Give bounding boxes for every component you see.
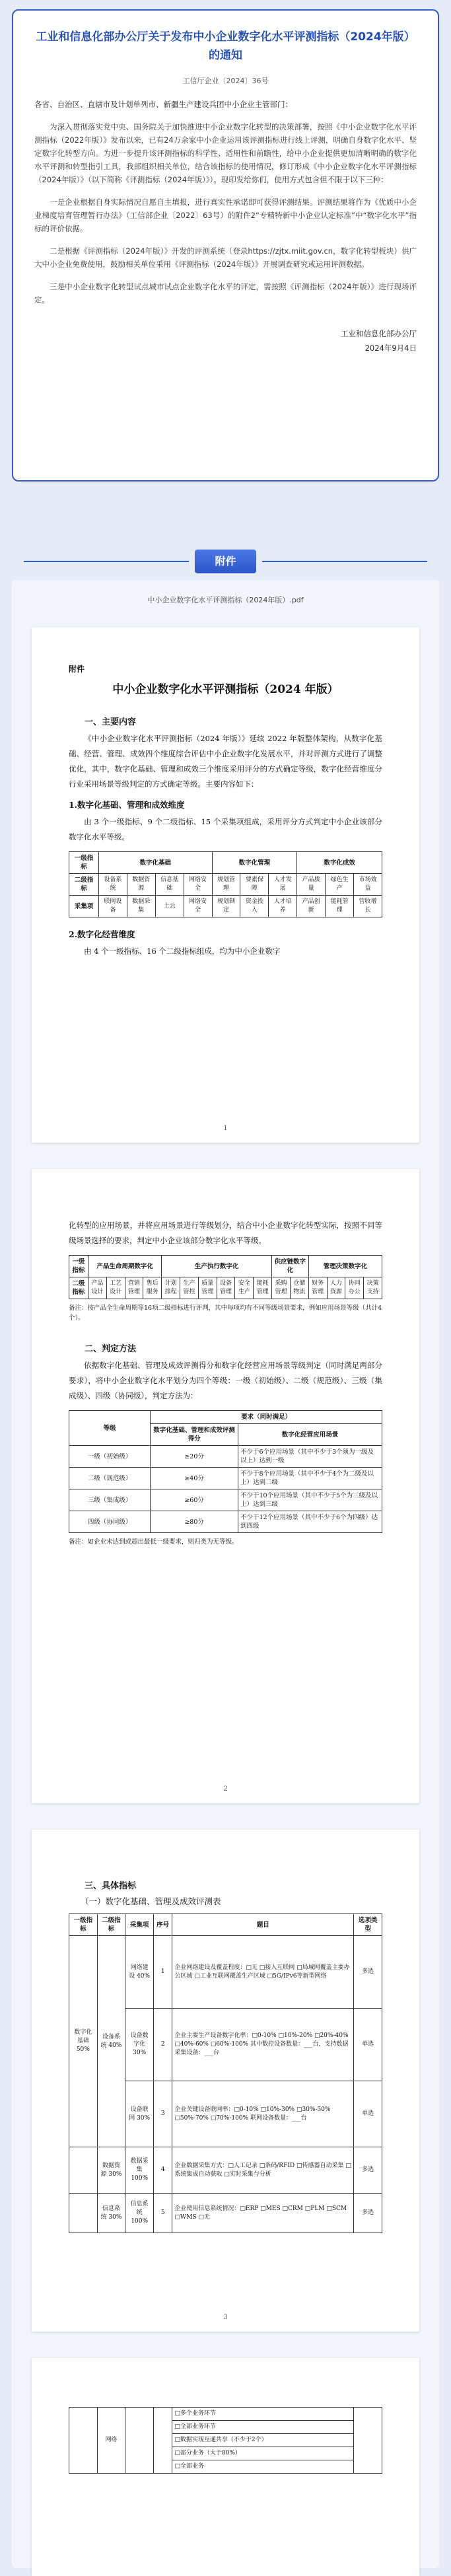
notice-paragraph: 二是根据《评测指标（2024年版）》开发的评测系统（登录https://zjtx.miit.gov.cn，数字化转型板块）供广大中小企业免费使用，鼓励相关单位采用《评测指标（2024年版）》开展调查研究或运用评测数据。	[34, 246, 417, 269]
table-cell: 设备系统	[98, 874, 127, 896]
table-cell: 网络	[97, 2408, 125, 2474]
table-cell: 工艺设计	[106, 1277, 125, 1299]
table-cell: 多选	[354, 2194, 382, 2233]
table-cell: 多选	[354, 2147, 382, 2194]
table-cell: 人力资源	[327, 1277, 345, 1299]
divider	[262, 561, 427, 562]
table-cell: 生产管控	[180, 1277, 199, 1299]
table-cell: 1	[153, 1936, 172, 2009]
table-cell: 信息基础	[155, 874, 184, 896]
table-cell: 规划制定	[212, 896, 240, 917]
table-row	[69, 1936, 382, 2009]
table-cell: 数字化基础、管理和成效评测得分	[151, 1424, 238, 1446]
table-cell: 单选	[354, 2009, 382, 2081]
table-note: 备注：如企业未达到或超出最低一级要求，则归类为无等级。	[69, 1538, 238, 1546]
notice-paragraph: 一是企业根据自身实际情况自愿自主填报，进行真实性承诺即可获得评测结果。评测结果将作为《优质中小企业梯度培育管理暂行办法》（工信部企业〔2022〕63号）的附件2“专精特新中小企业认定标准”中“数字化水平”指标的评价依据。	[34, 197, 417, 233]
table-cell: 等级	[69, 1411, 151, 1446]
table-cell: ≥60分	[151, 1489, 238, 1511]
page-number: 3	[223, 2314, 228, 2321]
table-cell: 5	[153, 2194, 172, 2233]
table-row	[69, 2147, 382, 2194]
table-cell	[354, 2408, 382, 2474]
table-cell: 信息系统 100%	[125, 2194, 154, 2233]
grading-table	[69, 1410, 382, 1533]
table-cell: 产品创新	[297, 896, 326, 917]
table-cell: 二级指标	[69, 874, 99, 896]
table-cell: 二级（规范级）	[69, 1468, 151, 1489]
table-cell: 绿色生产	[326, 874, 354, 896]
table-cell: 售后服务	[143, 1277, 162, 1299]
indicator-table-2	[69, 1255, 382, 1299]
table-cell: 多选	[354, 1936, 382, 2009]
table-cell: 不少于12个应用场景（其中不少于6个为四级）达到四级	[238, 1511, 382, 1533]
table-cell	[153, 2408, 172, 2474]
table-cell: 产品设计	[88, 1277, 106, 1299]
table-cell: 采集项	[69, 896, 99, 917]
page-number: 1	[223, 1125, 228, 1132]
table-cell: 数据资源 30%	[97, 2147, 125, 2194]
table-cell: 一级指标	[69, 852, 99, 874]
table-row	[69, 2408, 382, 2421]
table-row	[69, 1489, 382, 1511]
signature: 工业和信息化部办公厅	[341, 329, 417, 338]
table-cell: 数字化基础 50%	[69, 1936, 98, 2147]
notice-card	[12, 9, 439, 482]
table-cell: 企业网络建设及覆盖程度：□无 □接入互联网 □局域网覆盖主要办公区域 □工业互联网覆盖生产区域 □5G/IPv6等新型网络	[172, 1936, 354, 2009]
table-cell: □部分业务（大于80%）	[172, 2447, 354, 2460]
table-cell: 2	[153, 2009, 172, 2081]
table-cell: 网络建设 40%	[125, 1936, 154, 2009]
table-cell: 三级（集成级）	[69, 1489, 151, 1511]
greeting: 各省、自治区、直辖市及计划单列市、新疆生产建设兵团中小企业主管部门：	[34, 100, 293, 109]
notice-paragraph: 为深入贯彻落实党中央、国务院关于加快推进中小企业数字化转型的决策部署，按照《中小企业数字化水平评测指标（2022年版）》发布以来，已有24万余家中小企业运用该评测指标进行线上评测，明确自身数字化水平、坚定数字化转型方向。为进一步提升该评测指标的科学性、适用性和前瞻性，给中小企业提供更加清晰明确的数字化水平评测和转型指引工具，我部组织相关单位，结合该指标的使用情况，修订形成《中小企业数字化水平评测指标（2024年版）》（以下简称《评测指标（2024年版）》）。现印发给你们，使用方式包含但不限于以下三种：	[34, 122, 417, 184]
table-cell: 决策支持	[364, 1277, 382, 1299]
table-cell: 人才发展	[269, 874, 297, 896]
table-cell: 企业使用信息系统情况：□ERP □MES □CRM □PLM □SCM □WMS □无	[172, 2194, 354, 2233]
table-cell: 资金投入	[240, 896, 269, 917]
evaluation-table-cont	[69, 2407, 382, 2474]
table-cell: 数据采集 100%	[125, 2147, 154, 2194]
table-cell: ≥20分	[151, 1446, 238, 1468]
notice-title: 工业和信息化部办公厅关于发布中小企业数字化水平评测指标（2024年版）的通知	[36, 30, 415, 62]
table-cell: □全部业务环节	[172, 2421, 354, 2434]
table-cell: 要素保障	[240, 874, 269, 896]
table-cell: 二级指标	[97, 1914, 125, 1936]
table-cell: 一级（初始级）	[69, 1446, 151, 1468]
table-cell: 四级（协同级）	[69, 1511, 151, 1533]
table-cell: 单选	[354, 2081, 382, 2147]
table-note: 备注：按产品全生命周期等16项二级指标进行评判，其中每项均有不同等级场景要求，例如应用场景等级（共计4个）。	[69, 1305, 382, 1322]
table-cell: 产品质量	[297, 874, 326, 896]
pdf-page-3	[32, 1830, 419, 2332]
table-cell: 规划管理	[212, 874, 240, 896]
table-cell: 安全生产	[235, 1277, 254, 1299]
table-cell: 企业主要生产设备数字化率：□0-10% □10%-20% □20%-40% □40%-60% □60%-100% 其中数控设备数量：___台，支持数据采集设备：___台	[172, 2009, 354, 2081]
table-cell: 要求（同时满足）	[151, 1411, 382, 1424]
table-cell	[69, 2408, 98, 2474]
table-row	[69, 2194, 382, 2233]
table-cell: 采集项	[125, 1914, 154, 1936]
table-cell: 一级指标	[69, 1914, 98, 1936]
body-text: 依据数字化基础、管理及成效评测得分和数字化经营应用场景等级判定（同时满足两部分要求），将中小企业数字化水平划分为四个等级：一级（初始级）、二级（规范级）、三级（集成级）、四级（协同级），判定方法为：	[69, 1361, 382, 1400]
table-cell: 计划排程	[162, 1277, 180, 1299]
table-cell	[69, 2147, 98, 2194]
table-cell: □多个业务环节	[172, 2408, 354, 2421]
table-cell: 3	[153, 2081, 172, 2147]
page-number: 2	[223, 1785, 228, 1793]
table-cell	[125, 2408, 154, 2474]
table-cell: 仓储物流	[290, 1277, 308, 1299]
table-cell: 一级指标	[69, 1256, 88, 1277]
table-cell: 4	[153, 2147, 172, 2194]
table-cell: 上云	[155, 896, 184, 917]
table-cell: 联网设备	[98, 896, 127, 917]
table-cell: 数字化基础	[98, 852, 212, 874]
body-text: 由 3 个一级指标、9 个二级指标、15 个采集项组成，采用评分方式判定中小企业该部分数字化水平等级。	[69, 817, 382, 841]
attachment-badge: 附件	[195, 550, 256, 573]
table-cell: 题目	[172, 1914, 354, 1936]
table-cell: 生产执行数字化	[162, 1256, 272, 1277]
table-cell: 设备管理	[217, 1277, 235, 1299]
table-cell: ≥80分	[151, 1511, 238, 1533]
table-cell: 协同办公	[345, 1277, 364, 1299]
table-cell: 能耗管理	[326, 896, 354, 917]
subsection-heading: 2.数字化经营维度	[69, 929, 135, 939]
table-cell: 网络安全	[184, 874, 212, 896]
table-row	[69, 1468, 382, 1489]
table-cell: 财务管理	[308, 1277, 327, 1299]
table-cell: 管理决策数字化	[308, 1256, 382, 1277]
body-text: 《中小企业数字化水平评测指标（2024 年版）》延续 2022 年版整体架构，从数字化基础、经营、管理、成效四个维度综合评估中小企业数字化发展水平，并对评测方式进行了调整优化，其中，数字化基础、管理和成效三个维度采用评分的方式确定等级，数字化经营维度分行业采用场景等级判定的方式确定等级。主要内容如下：	[69, 734, 382, 789]
body-text: 化转型的应用场景，并将应用场景进行等级划分，结合中小企业数字化转型实际，按照不同等级场景选择的要求，判定中小企业该部分数字化水平等级。	[69, 1221, 382, 1245]
table-cell: 信息系统 30%	[97, 2194, 125, 2233]
body-text: 由 4 个一级指标、16 个二级指标组成，均为中小企业数字	[84, 947, 281, 956]
table-row	[69, 1446, 382, 1468]
table-cell: 设备联网 30%	[125, 2081, 154, 2147]
table-cell: 设备系统 40%	[97, 1936, 125, 2147]
table-cell: 数据采集	[127, 896, 155, 917]
table-cell: 设备数字化 30%	[125, 2009, 154, 2081]
table-cell: ≥40分	[151, 1468, 238, 1489]
notice-paragraph: 三是中小企业数字化转型试点城市试点企业数字化水平的评定，需按照《评测指标（2024年版）》进行现场评定。	[34, 282, 417, 304]
table-cell: 不少于6个应用场景（其中不少于3个须为一级及以上）达到一级	[238, 1446, 382, 1468]
table-cell: 企业数据采集方式：□人工记录 □条码/RFID □传感器自动采集 □系统集成自动获取 □实时采集与分析	[172, 2147, 354, 2194]
table-cell: 数据资源	[127, 874, 155, 896]
table-cell: 网络安全	[184, 896, 212, 917]
subsection-heading: （一）数字化基础、管理及成效评测表	[81, 1896, 221, 1906]
indicator-table-1	[69, 851, 382, 917]
page-label: 附件	[69, 664, 85, 674]
table-cell: 供应链数字化	[272, 1256, 309, 1277]
table-cell: 数字化成效	[297, 852, 382, 874]
table-cell: 产品生命周期数字化	[88, 1256, 161, 1277]
table-cell: 企业关键设备联网率：□0-10% □10%-30% □30%-50% □50%-70% □70%-100% 联网设备数量：___台	[172, 2081, 354, 2147]
doc-number: 工信厅企业〔2024〕36号	[182, 77, 269, 85]
subsection-heading: 1.数字化基础、管理和成效维度	[69, 800, 185, 810]
table-cell: 选项类型	[354, 1914, 382, 1936]
pdf-page-4	[32, 2358, 419, 2576]
evaluation-table	[69, 1914, 382, 2233]
table-cell: □全部业务	[172, 2460, 354, 2474]
table-cell: 数字化经营应用场景	[238, 1424, 382, 1446]
section-heading: 三、具体指标	[85, 1881, 137, 1891]
table-cell: 采购管理	[272, 1277, 291, 1299]
table-cell: □数据实现互通共享（不少于2个）	[172, 2434, 354, 2447]
table-cell: 序号	[153, 1914, 172, 1936]
divider	[24, 561, 189, 562]
table-cell	[69, 2194, 98, 2233]
table-cell: 不少于8个应用场景（其中不少于4个为二级及以上）达到二级	[238, 1468, 382, 1489]
table-cell: 二级指标	[69, 1277, 88, 1299]
table-cell: 营销管理	[125, 1277, 143, 1299]
table-cell: 能耗管理	[254, 1277, 272, 1299]
section-heading: 二、判定方法	[85, 1344, 137, 1354]
pdf-page-2	[32, 1169, 419, 1803]
date: 2024年9月4日	[364, 343, 417, 353]
table-cell: 质量管理	[198, 1277, 217, 1299]
table-cell: 市场效益	[354, 874, 382, 896]
pdf-page-1	[32, 627, 419, 1143]
table-cell: 数字化管理	[212, 852, 297, 874]
table-cell: 营收增长	[354, 896, 382, 917]
section-heading: 一、主要内容	[85, 717, 137, 727]
attachment-file-link[interactable]: 中小企业数字化水平评测指标（2024年版）.pdf	[147, 596, 304, 604]
table-cell: 不少于10个应用场景（其中不少于5个为三级及以上）达到三级	[238, 1489, 382, 1511]
doc-title: 中小企业数字化水平评测指标（2024 年版）	[112, 683, 339, 696]
table-row	[69, 1511, 382, 1533]
table-cell: 人才培养	[269, 896, 297, 917]
